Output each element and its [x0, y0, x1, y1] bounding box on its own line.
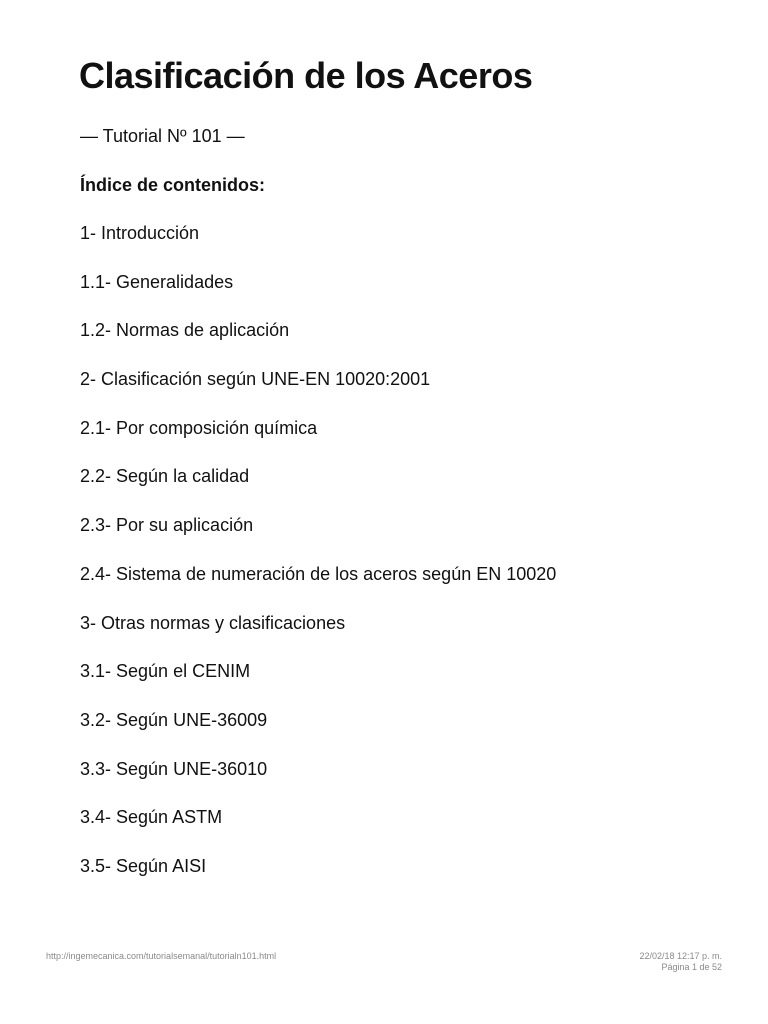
toc-item: 2- Clasificación según UNE-EN 10020:2001	[80, 369, 431, 390]
toc-item: 2.4- Sistema de numeración de los aceros según EN 10020	[80, 563, 557, 584]
toc-item: 3.1- Según el CENIM	[80, 661, 251, 682]
toc-item: 3.4- Según ASTM	[80, 807, 223, 828]
toc-item: 3.5- Según AISI	[80, 855, 207, 876]
page-number: Página 1 de 52	[661, 962, 722, 972]
toc-heading: Índice de contenidos:	[80, 175, 266, 195]
toc-item: 3- Otras normas y clasificaciones	[80, 612, 346, 633]
toc-item: 1- Introducción	[80, 223, 200, 243]
footer-url: http://ingemecanica.com/tutorialsemanal/tutorialn101.html	[46, 951, 277, 961]
page-title: Clasificación de los Aceros	[79, 55, 533, 96]
footer-info	[639, 951, 722, 973]
footer-datetime: 22/02/18 12:17 p. m.	[639, 951, 722, 961]
table-of-contents	[80, 221, 556, 903]
toc-item: 1.2- Normas de aplicación	[80, 320, 290, 341]
toc-item: 2.2- Según la calidad	[80, 466, 250, 487]
toc-item: 2.3- Por su aplicación	[80, 515, 254, 536]
toc-item: 3.3- Según UNE-36010	[80, 758, 268, 779]
tutorial-number: — Tutorial Nº 101 —	[80, 126, 245, 146]
toc-item: 3.2- Según UNE-36009	[80, 709, 268, 730]
toc-item: 2.1- Por composición química	[80, 417, 318, 438]
toc-item: 1.1- Generalidades	[80, 271, 234, 292]
